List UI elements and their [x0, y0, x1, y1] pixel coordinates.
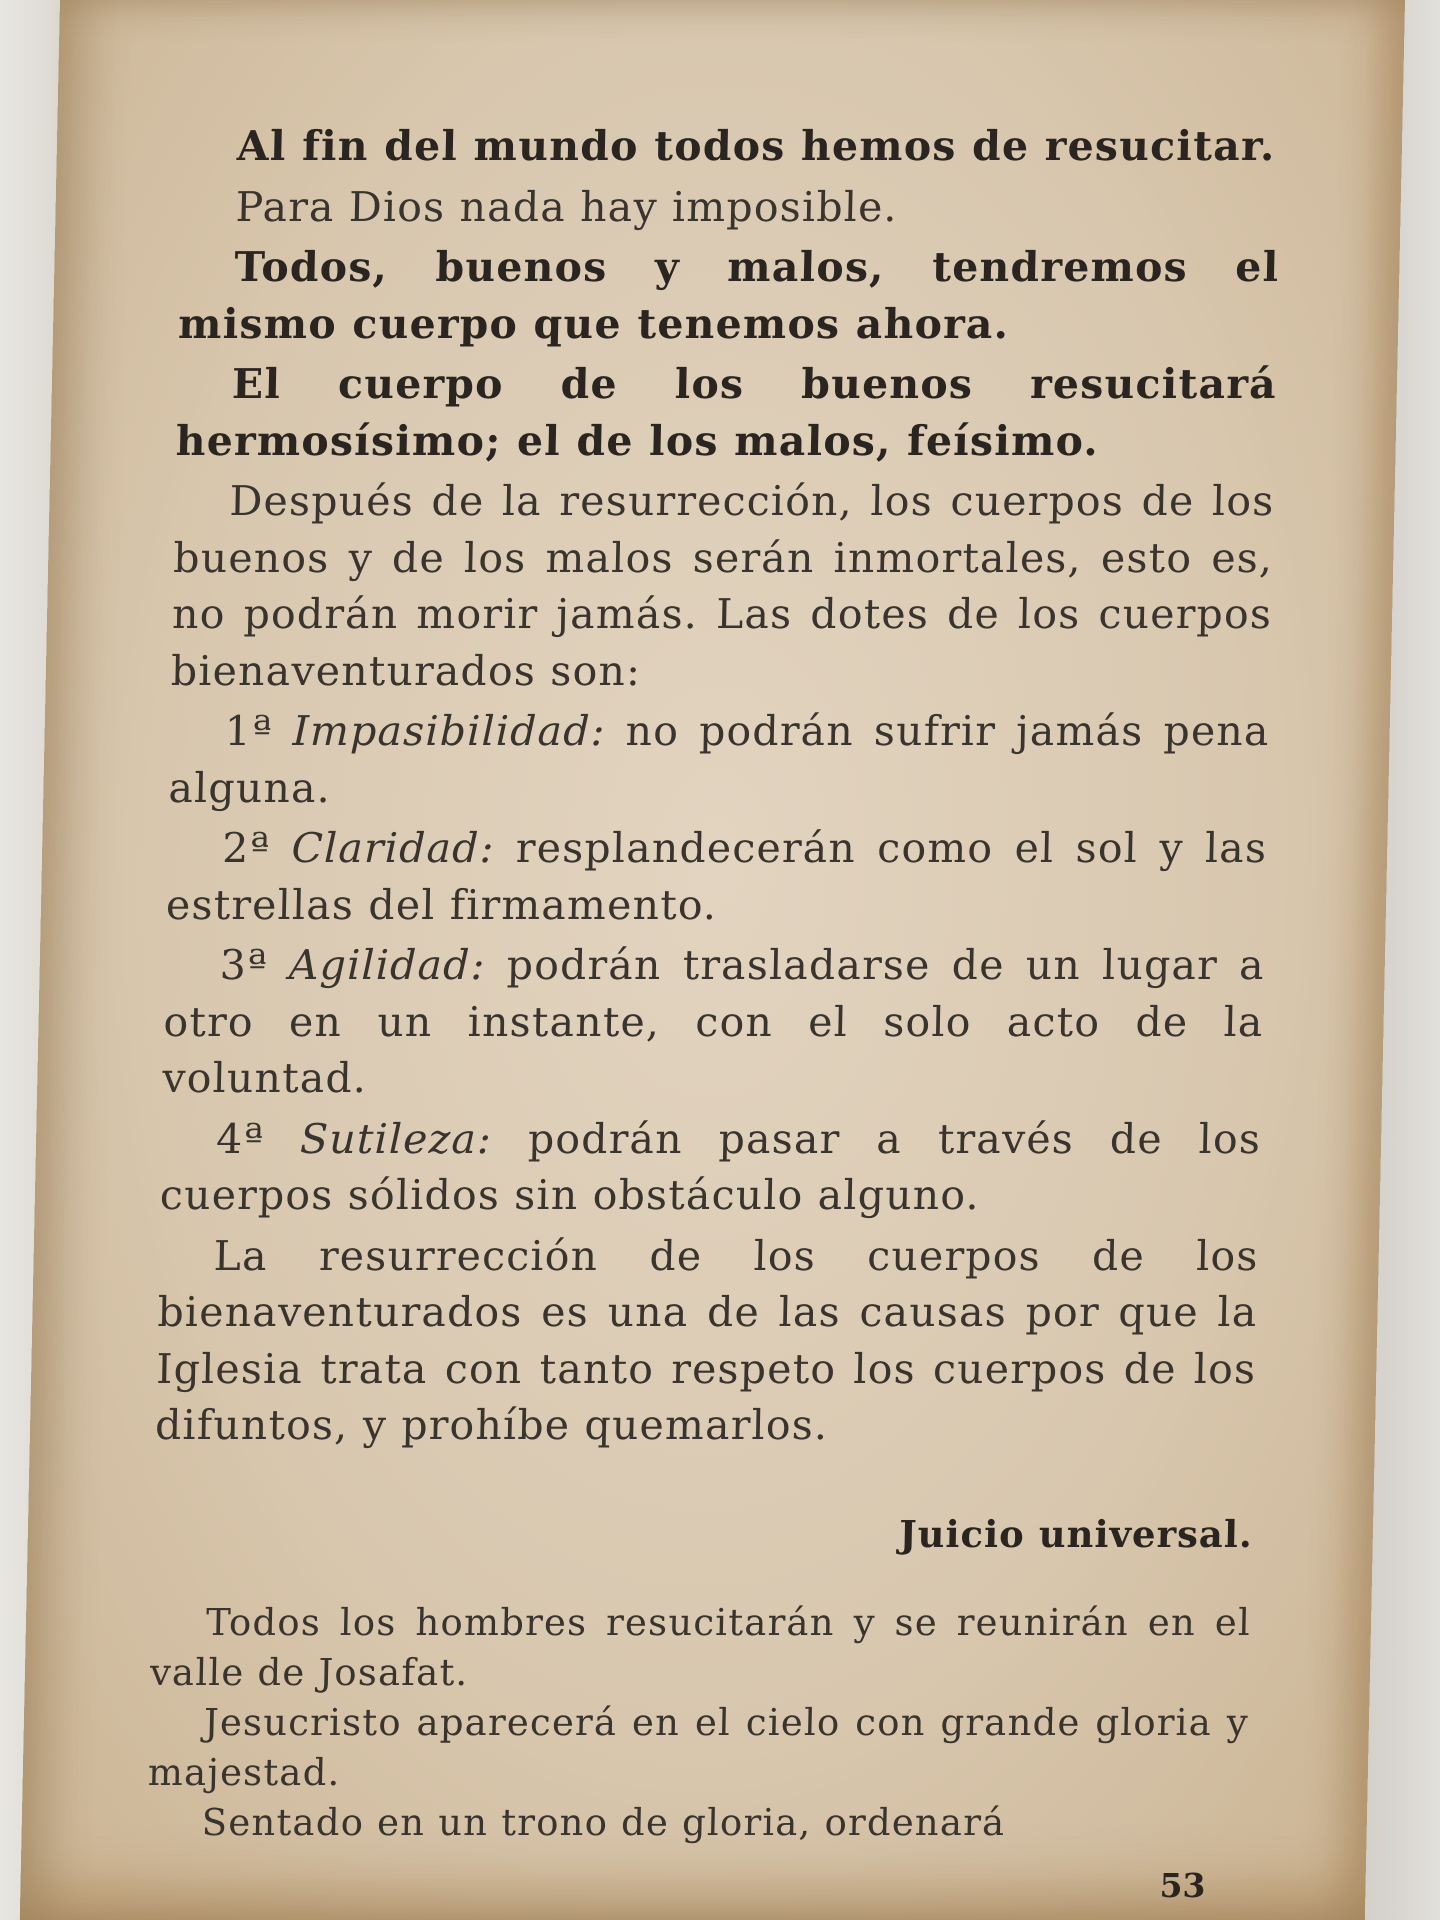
- paragraph-immortal: Después de la resurrección, los cuerpos de los buenos y de los malos serán inmortales, esto es, no podrán morir jamás. Las dotes de los cuerpos bienaventurados son:: [170, 477, 1276, 695]
- dote-term: Claridad:: [290, 824, 496, 872]
- dote-number: 2ª: [221, 824, 271, 872]
- dote-item: [165, 820, 1267, 933]
- dote-item: [168, 703, 1270, 816]
- dote-number: 3ª: [219, 941, 269, 989]
- paragraph-nothing-impossible: Para Dios nada hay imposible.: [235, 182, 899, 231]
- dote-item: [162, 937, 1266, 1107]
- paragraph-resurrection: Al fin del mundo todos hemos de resucitar.: [236, 122, 1277, 170]
- paragraph-same-body: Todos, buenos y malos, tendremos el mismo cuerpo que tenemos ahora.: [177, 243, 1280, 348]
- paragraph-good-and-bad: El cuerpo de los buenos resucitará hermosísimo; el de los malos, feísimo.: [175, 360, 1278, 465]
- dote-number: 4ª: [215, 1114, 265, 1163]
- dote-term: Sutileza:: [299, 1114, 493, 1163]
- dote-text: podrán trasladarse de un lugar a otro en un instante, con el solo acto de la voluntad.: [161, 941, 1266, 1102]
- dote-text: resplandecerán como el sol y las estrellas del firmamento.: [165, 824, 1268, 929]
- book-page: [20, 0, 1405, 1920]
- dote-number: 1ª: [224, 707, 274, 755]
- paragraph-trono: Sentado en un trono de gloria, ordenará: [201, 1801, 1006, 1844]
- page-number: 53: [1159, 1866, 1206, 1905]
- dote-item: [159, 1111, 1261, 1224]
- paragraph-church-respect: La resurrección de los cuerpos de los bienaventurados es una de las causas por que la Iglesia trata con tanto respeto los cuerpos de los difuntos, y prohíbe quemarlos.: [154, 1231, 1260, 1449]
- section-heading: Juicio universal.: [898, 1511, 1254, 1556]
- dote-text: podrán pasar a través de los cuerpos sólidos sin obstáculo alguno.: [159, 1114, 1262, 1219]
- dote-term: Agilidad:: [288, 941, 487, 989]
- page-body: [146, 118, 1282, 1848]
- dote-term: Impasibilidad:: [292, 707, 607, 755]
- paragraph-jesucristo: Jesucristo aparecerá en el cielo con grande gloria y majestad.: [147, 1701, 1250, 1794]
- section-body: [146, 1598, 1251, 1848]
- paragraph-josafat: Todos los hombres resucitarán y se reunirán en el valle de Josafat.: [149, 1601, 1252, 1694]
- dote-text: no podrán sufrir jamás pena alguna.: [168, 707, 1271, 812]
